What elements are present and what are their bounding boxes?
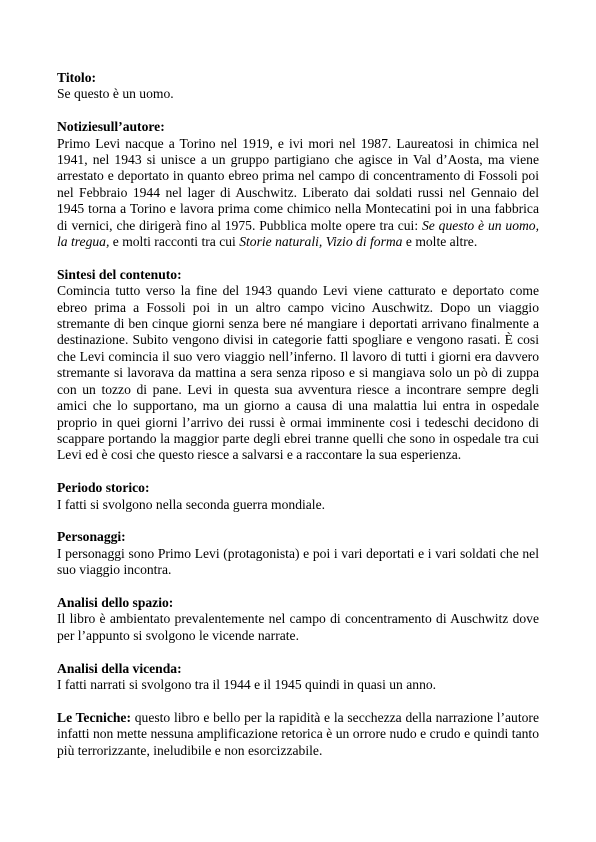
notizie-paragraph xyxy=(57,136,539,251)
notizie-text-part-1: Primo Levi nacque a Torino nel 1919, e ivi mori nel 1987. Laureatosi in chimica nel 1941, nel 1943 si unisce a un gruppo partigiano che agisce in Val d’Aosta, ma viene arrestato e deportato in quanto ebreo prima nel campo di concentramento di Fossoli poi nel Febbraio 1944 nel lager di Auschwitz. Liberato dai soldati russi nel Gennaio del 1945 torna a Torino e lavora prima come chimico nella Montecatini poi in una fabbrica di vernici, che dirigerà fino al 1975. Pubblica molte opere tra cui: xyxy=(57,135,539,233)
notizie-text-part-3: e molte altre. xyxy=(402,234,478,250)
titolo-text: Se questo è un uomo. xyxy=(57,86,174,102)
section-titolo xyxy=(57,70,539,103)
periodo-heading: Periodo storico: xyxy=(57,480,150,496)
tecniche-text: questo libro e bello per la rapidità e la secchezza della narrazione l’autore infatti non mette nessuna amplificazione retorica è un orrore nudo e crudo e quindi tanto più terrorizzante, ineludibile e non esorcizzabile. xyxy=(57,709,539,758)
section-analisi-vicenda xyxy=(57,661,539,694)
section-notizie-autore xyxy=(57,119,539,250)
sintesi-heading: Sintesi del contenuto: xyxy=(57,266,182,282)
document-page xyxy=(57,70,539,775)
spazio-heading: Analisi dello spazio: xyxy=(57,594,174,610)
notizie-italic-works-2: Storie naturali, Vizio di forma xyxy=(239,234,403,250)
notizie-text-part-2: e molti racconti tra cui xyxy=(109,234,240,250)
section-tecniche xyxy=(57,710,539,759)
vicenda-heading: Analisi della vicenda: xyxy=(57,660,182,676)
vicenda-text: I fatti narrati si svolgono tra il 1944 e il 1945 quindi in quasi un anno. xyxy=(57,676,437,692)
spazio-text: Il libro è ambientato prevalentemente nel campo di concentramento di Auschwitz dove per l’appunto si svolgono le vicende narrate. xyxy=(57,611,539,643)
tecniche-heading: Le Tecniche: xyxy=(57,709,131,725)
notizie-italic-works-1: Se questo è un uomo, la tregua, xyxy=(57,217,540,250)
titolo-heading: Titolo: xyxy=(57,70,97,85)
sintesi-text: Comincia tutto verso la fine del 1943 quando Levi viene catturato e deportato come ebreo prima a Fossoli poi in un altro campo vicino Auschwitz. Dopo un viaggio stremante di ben cinque giorni senza bere né mangiare i deportati arrivano finalmente a destinazione. Subito vengono divisi in categorie fatti spogliare e vengono rasati. È cosi che Levi comincia il suo vero viaggio nell’inferno. Il lavoro di tutti i giorni era davvero stremante si lavorava da mattina a sera senza riposo e si mangiava solo un pò di zuppa con un tozzo di pane. Levi in questa sua avventura riesce a incontrare sempre degli amici che lo supportano, ma un giorno a causa di una malattia lui entra in ospedale proprio in quei giorni l’arrivo dei russi è ormai imminente cosi i tedeschi decidono di scappare portando la maggior parte degli ebrei tranne quelli che sono in ospedale tra cui Levi ed è cosi che questo riesce a salvarsi e a raccontare la sua esperienza. xyxy=(57,283,539,463)
tecniche-paragraph xyxy=(57,710,539,759)
personaggi-heading: Personaggi: xyxy=(57,529,126,545)
personaggi-text: I personaggi sono Primo Levi (protagonista) e poi i vari deportati e i vari soldati che nel suo viaggio incontra. xyxy=(57,545,539,578)
notizie-heading: Notiziesull’autore: xyxy=(57,119,165,135)
section-analisi-spazio xyxy=(57,595,539,644)
periodo-text: I fatti si svolgono nella seconda guerra mondiale. xyxy=(57,496,326,512)
section-personaggi xyxy=(57,529,539,578)
section-periodo-storico xyxy=(57,480,539,513)
section-sintesi xyxy=(57,267,539,464)
